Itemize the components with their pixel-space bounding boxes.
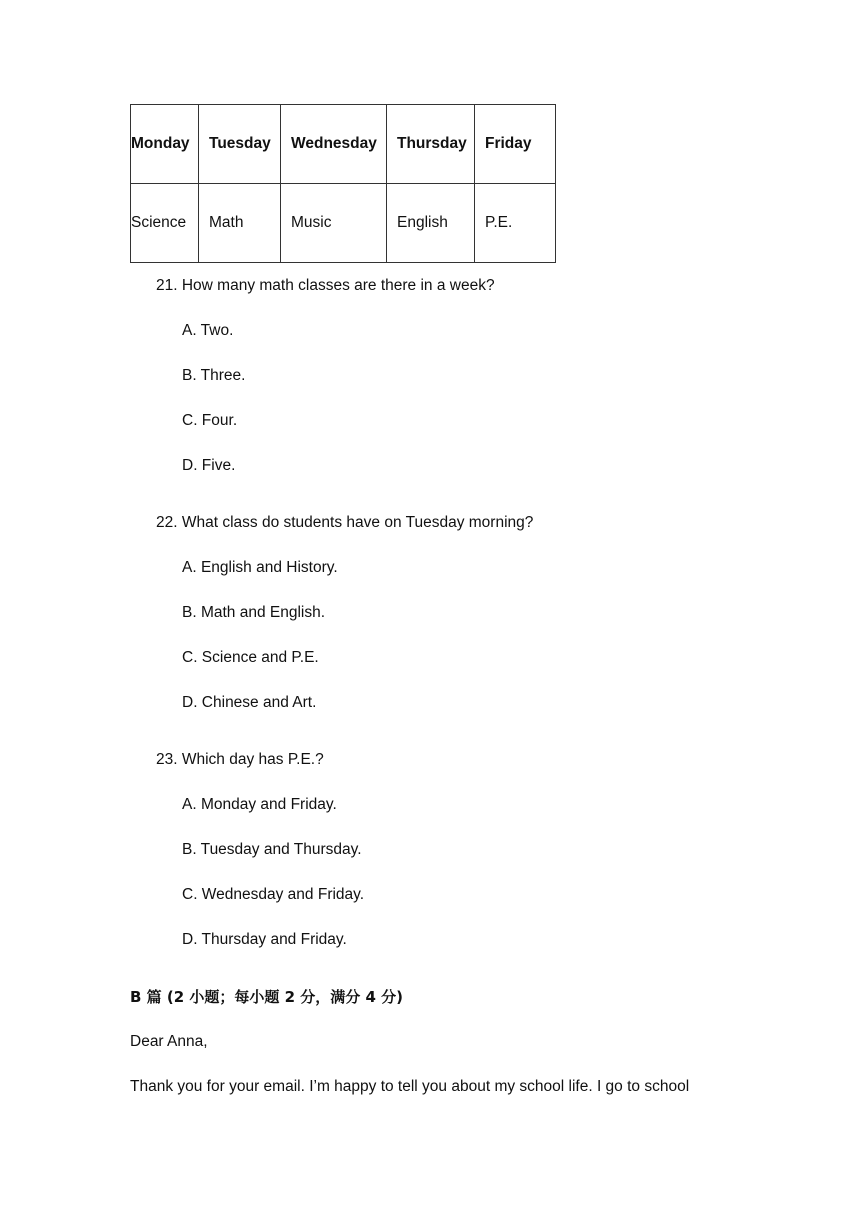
option: A. Two.: [182, 322, 234, 339]
letter-body-line: Thank you for your email. I’m happy to tell you about my school life. I go to school: [130, 1078, 690, 1095]
table-cell: P.E.: [475, 184, 556, 263]
table-cell: Science: [131, 184, 199, 263]
header-cell-friday: Friday: [475, 105, 556, 184]
header-cell-wednesday: Wednesday: [281, 105, 387, 184]
option: C. Science and P.E.: [182, 649, 319, 666]
option: B. Math and English.: [182, 604, 326, 621]
table-cell: English: [387, 184, 475, 263]
letter-greeting: Dear Anna,: [130, 1033, 208, 1050]
table-row: [131, 184, 556, 263]
option: C. Wednesday and Friday.: [182, 886, 365, 903]
table-header-row: [131, 105, 556, 184]
table-cell: Music: [281, 184, 387, 263]
option: B. Tuesday and Thursday.: [182, 841, 362, 858]
question-22: 22. What class do students have on Tuesday morning?: [156, 514, 534, 531]
header-cell-monday: Monday: [131, 105, 199, 184]
option: B. Three.: [182, 367, 246, 384]
option: A. Monday and Friday.: [182, 796, 337, 813]
section-b-heading: B 篇 (2 小题；每小题 2 分，满分 4 分): [130, 988, 404, 1006]
option: A. English and History.: [182, 559, 338, 576]
header-cell-thursday: Thursday: [387, 105, 475, 184]
option: C. Four.: [182, 412, 238, 429]
option: D. Chinese and Art.: [182, 694, 317, 711]
table-cell: Math: [199, 184, 281, 263]
option: D. Thursday and Friday.: [182, 931, 347, 948]
question-21: 21. How many math classes are there in a week?: [156, 277, 495, 294]
class-schedule-table: [130, 104, 556, 263]
header-cell-tuesday: Tuesday: [199, 105, 281, 184]
question-23: 23. Which day has P.E.?: [156, 751, 324, 768]
option: D. Five.: [182, 457, 236, 474]
